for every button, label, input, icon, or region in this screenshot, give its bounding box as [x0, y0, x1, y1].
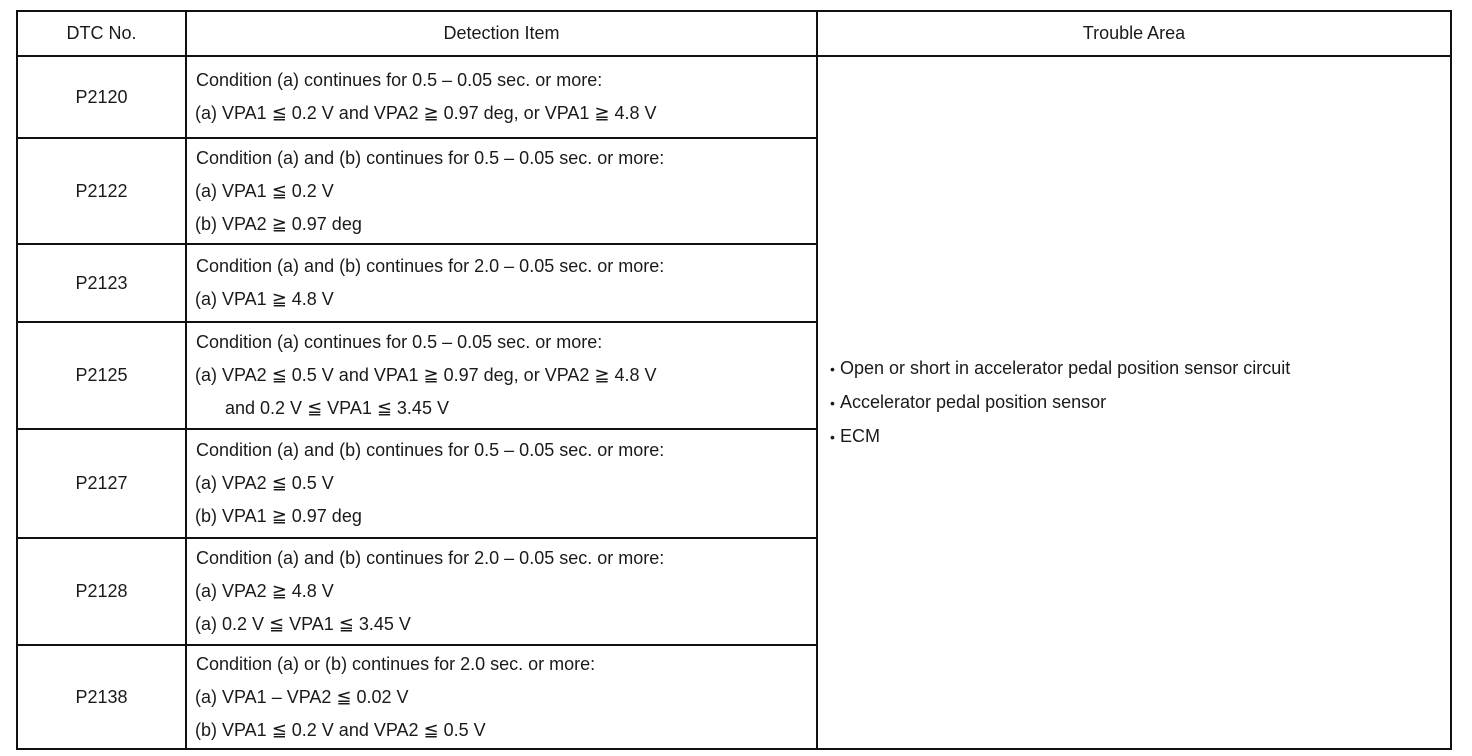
trouble-area-text: ECM — [840, 425, 880, 446]
trouble-area-text: Open or short in accelerator pedal position sensor circuit — [840, 357, 1291, 378]
detection-item — [186, 429, 817, 538]
detection-criterion: (a) VPA1 ≧ 4.8 V — [195, 289, 334, 309]
detection-criterion: (a) VPA1 ≦ 0.2 V and VPA2 ≧ 0.97 deg, or VPA1 ≧ 4.8 V — [195, 103, 657, 123]
header-row — [17, 11, 1451, 56]
dtc-code: P2138 — [17, 645, 186, 749]
detection-criterion: (a) 0.2 V ≦ VPA1 ≦ 3.45 V — [195, 614, 411, 634]
dtc-code: P2122 — [17, 138, 186, 244]
header-dtc-no: DTC No. — [17, 11, 186, 56]
detection-criterion: (a) VPA1 ≦ 0.2 V — [195, 180, 334, 201]
bullet-icon: • — [830, 394, 835, 411]
trouble-area-item — [830, 386, 1450, 420]
detection-condition: Condition (a) continues for 0.5 – 0.05 sec. or more: — [196, 332, 603, 352]
trouble-area-text: Accelerator pedal position sensor — [840, 391, 1107, 412]
detection-condition: Condition (a) and (b) continues for 0.5 – 0.05 sec. or more: — [196, 440, 665, 460]
detection-criterion: (a) VPA2 ≦ 0.5 V and VPA1 ≧ 0.97 deg, or VPA2 ≧ 4.8 V — [195, 365, 657, 385]
detection-criterion: (a) VPA1 – VPA2 ≦ 0.02 V — [195, 686, 409, 707]
detection-item — [186, 244, 817, 322]
detection-criterion-continued: and 0.2 V ≦ VPA1 ≦ 3.45 V — [225, 398, 449, 418]
detection-criterion: (a) VPA2 ≦ 0.5 V — [195, 473, 334, 493]
detection-item — [186, 645, 817, 749]
dtc-code: P2125 — [17, 322, 186, 429]
trouble-area-list — [830, 352, 1450, 454]
bullet-icon: • — [830, 428, 835, 445]
table-row-p2120 — [17, 56, 1451, 138]
detection-condition: Condition (a) continues for 0.5 – 0.05 sec. or more: — [196, 70, 603, 90]
header-detection-item: Detection Item — [186, 11, 817, 56]
detection-criterion: (b) VPA2 ≧ 0.97 deg — [195, 213, 362, 234]
bullet-icon: • — [830, 360, 835, 377]
trouble-area-cell — [817, 56, 1451, 749]
dtc-code: P2128 — [17, 538, 186, 645]
detection-condition: Condition (a) and (b) continues for 0.5 – 0.05 sec. or more: — [196, 147, 665, 168]
detection-item — [186, 138, 817, 244]
trouble-area-item — [830, 352, 1450, 386]
detection-item — [186, 538, 817, 645]
dtc-code: P2127 — [17, 429, 186, 538]
detection-condition: Condition (a) or (b) continues for 2.0 sec. or more: — [196, 653, 596, 674]
detection-criterion: (a) VPA2 ≧ 4.8 V — [195, 581, 334, 601]
header-trouble-area: Trouble Area — [817, 11, 1451, 56]
dtc-table — [16, 10, 1452, 750]
detection-criterion: (b) VPA1 ≦ 0.2 V and VPA2 ≦ 0.5 V — [195, 719, 486, 740]
detection-condition: Condition (a) and (b) continues for 2.0 – 0.05 sec. or more: — [196, 548, 665, 568]
detection-item — [186, 56, 817, 138]
detection-item — [186, 322, 817, 429]
trouble-area-item — [830, 420, 1450, 454]
dtc-code: P2123 — [17, 244, 186, 322]
dtc-code: P2120 — [17, 56, 186, 138]
detection-condition: Condition (a) and (b) continues for 2.0 – 0.05 sec. or more: — [196, 256, 665, 276]
detection-criterion: (b) VPA1 ≧ 0.97 deg — [195, 506, 362, 526]
